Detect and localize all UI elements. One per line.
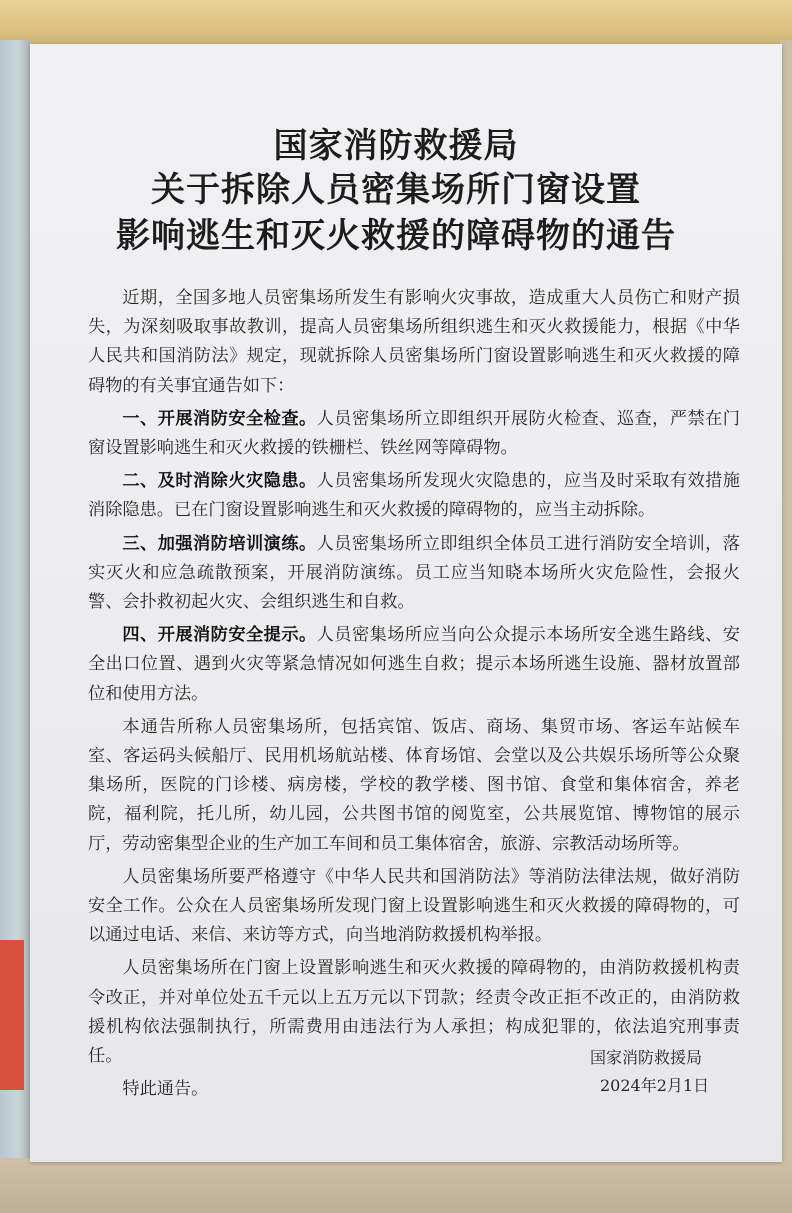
notice-title-line-3: 影响逃生和灭火救援的障碍物的通告 xyxy=(116,216,676,256)
item-2-text: 人员密集场所发现火灾隐患的，应当及时采取有效措施消除隐患。已在门窗设置影响逃生和灭火救援的障碍物的，应当主动拆除。 xyxy=(88,471,740,521)
notice-title-line-1: 国家消防救援局 xyxy=(273,126,519,166)
law-paragraph: 人员密集场所要严格遵守《中华人民共和国消防法》等消防法律法规，做好消防安全工作。公众在人员密集场所发现门窗上设置影响逃生和灭火救援的障碍物的，可以通过电话、来信、来访等方式，向当地消防救援机构举报。 xyxy=(88,866,740,946)
closing-paragraph: 特此通告。 xyxy=(122,1079,209,1100)
wall-background-top xyxy=(0,0,792,48)
scope-paragraph: 本通告所称人员密集场所，包括宾馆、饭店、商场、集贸市场、客运车站候车室、客运码头候船厅、民用机场航站楼、体育场馆、会堂以及公共娱乐场所等公众聚集场所，医院的门诊楼、病房楼，学校的教学楼、图书馆、食堂和集体宿舍，养老院，福利院，托儿所，幼儿园，公共图书馆的阅览室，公共展览馆、博物馆的展示厅，劳动密集型企业的生产加工车间和员工集体宿舍，旅游、宗教活动场所等。 xyxy=(88,716,740,854)
notice-title-line-2: 关于拆除人员密集场所门窗设置 xyxy=(151,170,641,210)
item-1-text: 人员密集场所立即组织开展防火检查、巡查，严禁在门窗设置影响逃生和灭火救援的铁栅栏、铁丝网等障碍物。 xyxy=(88,408,740,459)
item-2-heading: 二、及时消除火灾隐患。 xyxy=(122,471,317,492)
item-2-paragraph xyxy=(88,467,740,525)
item-4-text: 人员密集场所应当向公众提示本场所安全逃生路线、安全出口位置、遇到火灾等紧急情况如何逃生自救；提示本场所逃生设施、器材放置部位和使用方法。 xyxy=(88,625,740,704)
item-3-text: 人员密集场所立即组织全体员工进行消防安全培训，落实灭火和应急疏散预案，开展消防演练。员工应当知晓本场所火灾危险性，会报火警、会扑救初起火灾、会组织逃生和自救。 xyxy=(88,533,740,613)
signature-block xyxy=(590,1044,760,1100)
notice-date: 2024年2月1日 xyxy=(600,1076,710,1095)
item-4-heading: 四、开展消防安全提示。 xyxy=(122,625,317,646)
item-1-paragraph xyxy=(88,405,740,463)
item-3-heading: 三、加强消防培训演练。 xyxy=(122,533,317,554)
red-poster-edge xyxy=(0,940,24,1090)
item-3-paragraph xyxy=(88,530,740,618)
intro-paragraph: 近期，全国多地人员密集场所发生有影响火灾事故，造成重大人员伤亡和财产损失，为深刻吸取事故教训，提高人员密集场所组织逃生和灭火救援能力，根据《中华人民共和国消防法》规定，现就拆除人员密集场所门窗设置影响逃生和灭火救援的障碍物的有关事宜通告如下： xyxy=(88,288,740,396)
signer-name: 国家消防救援局 xyxy=(590,1048,703,1067)
item-4-paragraph xyxy=(88,621,740,709)
penalty-paragraph: 人员密集场所在门窗上设置影响逃生和灭火救援的障碍物的，由消防救援机构责令改正，并对单位处五千元以上五万元以下罚款；经责令改正拒不改正的，由消防救援机构依法强制执行，所需费用由违法行为人承担；构成犯罪的，依法追究刑事责任。 xyxy=(88,958,740,1067)
item-1-heading: 一、开展消防安全检查。 xyxy=(122,408,317,429)
wall-background-bottom xyxy=(0,1158,792,1213)
notice-body xyxy=(88,284,740,1108)
